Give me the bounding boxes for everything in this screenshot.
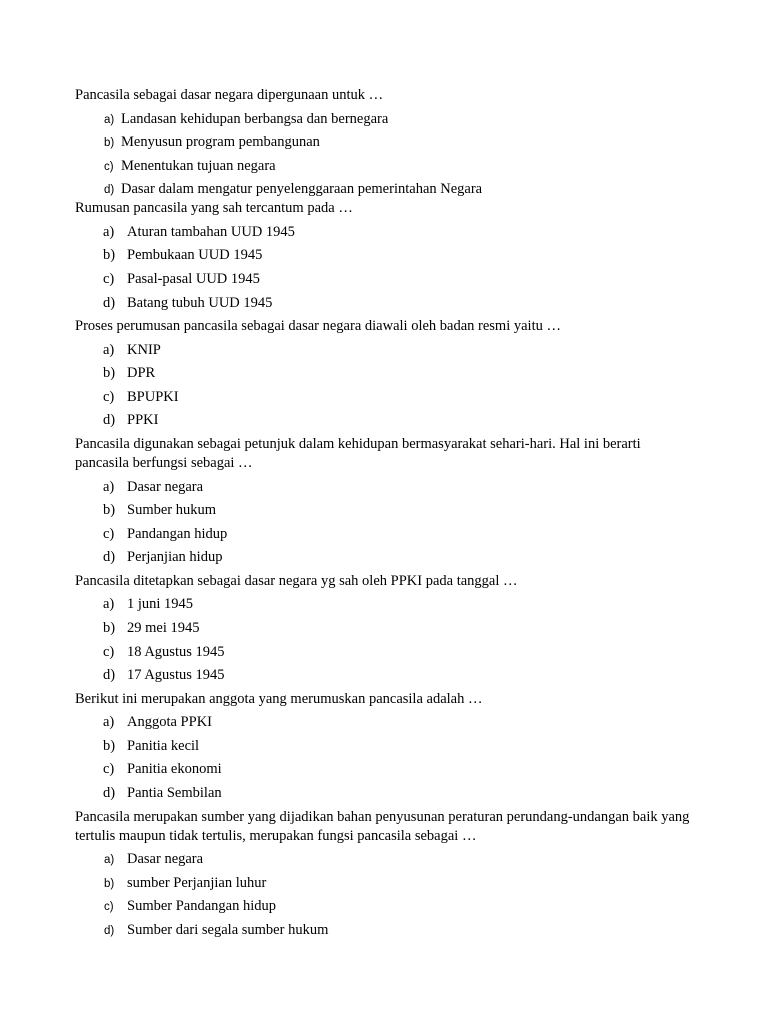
question-text: Berikut ini merupakan anggota yang merumuskan pancasila adalah … (75, 690, 483, 707)
option-item (75, 341, 695, 365)
option-text: Batang tubuh UUD 1945 (127, 294, 273, 311)
option-item (75, 643, 695, 667)
question-1 (75, 86, 695, 199)
option-letter: d) (104, 924, 115, 937)
question-5 (75, 572, 695, 690)
option-list (75, 223, 695, 317)
option-item (75, 784, 695, 808)
option-letter: b) (104, 877, 115, 890)
option-list (75, 110, 695, 200)
question-text: Rumusan pancasila yang sah tercantum pada … (75, 200, 353, 217)
quiz-content (75, 86, 695, 945)
option-letter: c) (103, 643, 115, 660)
option-item (75, 133, 695, 157)
option-text: Pantia Sembilan (127, 785, 222, 802)
option-item (75, 548, 695, 572)
option-list (75, 341, 695, 435)
option-text: Pembukaan UUD 1945 (127, 247, 263, 264)
option-text: 29 mei 1945 (127, 620, 200, 636)
question-text: Pancasila sebagai dasar negara dipergunaan untuk … (75, 87, 384, 103)
option-text: DPR (127, 365, 156, 382)
option-item (75, 246, 695, 270)
option-text: Pandangan hidup (127, 525, 228, 542)
question-2 (75, 199, 695, 317)
option-item (75, 501, 695, 525)
option-text: Menyusun program pembangunan (121, 134, 320, 151)
option-item (75, 713, 695, 737)
option-letter: a) (103, 223, 115, 240)
option-letter: a) (104, 854, 115, 867)
option-item (75, 294, 695, 318)
option-text: Panitia kecil (127, 737, 200, 754)
option-letter: b) (103, 365, 116, 382)
option-item (75, 110, 695, 134)
option-letter: c) (103, 761, 115, 778)
option-item (75, 157, 695, 181)
option-text: Dasar negara (127, 478, 204, 495)
option-text: 18 Agustus 1945 (127, 643, 225, 660)
option-item (75, 223, 695, 247)
option-letter: c) (103, 388, 115, 405)
option-item (75, 874, 695, 898)
option-text: Menentukan tujuan negara (121, 157, 276, 174)
option-letter: a) (104, 113, 115, 126)
option-text: sumber Perjanjian luhur (127, 874, 267, 891)
option-letter: b) (103, 247, 116, 264)
option-text: 17 Agustus 1945 (127, 667, 225, 684)
option-text: Perjanjian hidup (127, 549, 223, 566)
option-item (75, 478, 695, 502)
option-letter: d) (104, 184, 115, 197)
option-letter: b) (103, 737, 116, 754)
option-text: 1 juni 1945 (127, 596, 194, 613)
option-letter: a) (103, 341, 115, 358)
option-letter: a) (103, 714, 115, 731)
option-item (75, 364, 695, 388)
option-text: Sumber dari segala sumber hukum (127, 921, 329, 938)
option-letter: b) (103, 620, 116, 636)
option-text: Landasan kehidupan berbangsa dan bernegara (121, 110, 389, 127)
option-letter: d) (103, 412, 116, 429)
option-text: Pasal-pasal UUD 1945 (127, 270, 260, 287)
option-letter: b) (104, 137, 115, 150)
option-item (75, 850, 695, 874)
option-letter: c) (104, 160, 114, 173)
option-letter: a) (103, 478, 115, 495)
option-letter: c) (104, 901, 114, 914)
option-item (75, 270, 695, 294)
option-letter: d) (103, 294, 116, 311)
option-item (75, 666, 695, 690)
option-item (75, 525, 695, 549)
option-item (75, 619, 695, 643)
option-text: KNIP (127, 341, 161, 358)
question-text: Pancasila merupakan sumber yang dijadikan bahan penyusunan peraturan perundang-undangan baik yang tertulis maupun tidak tertulis, merupakan fungsi pancasila sebagai … (75, 808, 690, 844)
option-list (75, 478, 695, 572)
question-4 (75, 435, 695, 572)
option-item (75, 388, 695, 412)
option-text: Dasar dalam mengatur penyelenggaraan pemerintahan Negara (121, 181, 483, 198)
option-list (75, 850, 695, 944)
option-item (75, 737, 695, 761)
option-list (75, 713, 695, 807)
option-item (75, 897, 695, 921)
option-item (75, 921, 695, 945)
option-letter: c) (103, 525, 115, 542)
question-text: Pancasila digunakan sebagai petunjuk dalam kehidupan bermasyarakat sehari-hari. Hal ini berarti pancasila berfungsi sebagai … (75, 436, 641, 472)
option-text: Aturan tambahan UUD 1945 (127, 223, 295, 240)
question-3 (75, 317, 695, 435)
option-item (75, 180, 695, 199)
option-text: BPUPKI (127, 388, 179, 405)
option-text: PPKI (127, 412, 159, 429)
option-item (75, 411, 695, 435)
option-text: Sumber hukum (127, 502, 217, 519)
option-letter: d) (103, 549, 116, 566)
option-text: Panitia ekonomi (127, 761, 222, 778)
option-text: Dasar negara (127, 851, 204, 868)
question-7 (75, 808, 695, 945)
question-text: Pancasila ditetapkan sebagai dasar negara yg sah oleh PPKI pada tanggal … (75, 572, 518, 589)
option-letter: a) (103, 596, 115, 613)
option-item (75, 595, 695, 619)
option-letter: d) (103, 667, 116, 684)
option-letter: c) (103, 270, 115, 287)
option-letter: b) (103, 502, 116, 519)
option-letter: d) (103, 785, 116, 802)
option-text: Sumber Pandangan hidup (127, 898, 277, 915)
option-list (75, 595, 695, 689)
question-text: Proses perumusan pancasila sebagai dasar negara diawali oleh badan resmi yaitu … (75, 318, 561, 335)
option-text: Anggota PPKI (127, 714, 212, 731)
question-6 (75, 690, 695, 808)
option-item (75, 760, 695, 784)
